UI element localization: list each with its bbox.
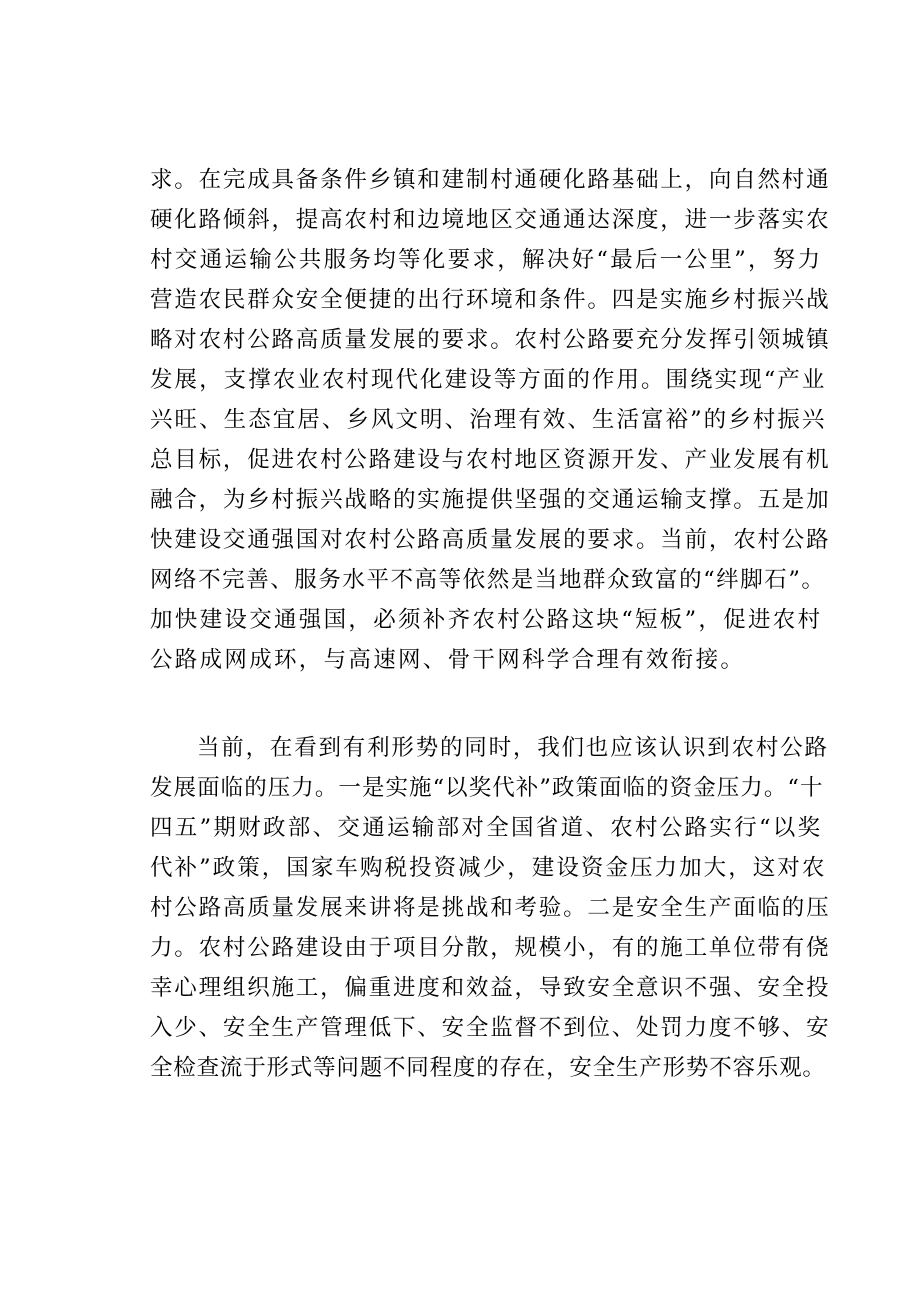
text-line: 硬化路倾斜，提高农村和边境地区交通通达深度，进一步落实农 [150, 207, 831, 233]
text-line: 村公路高质量发展来讲将是挑战和考验。二是安全生产面临的压 [150, 895, 831, 921]
text-line: 幸心理组织施工，偏重进度和效益，导致安全意识不强、安全投 [150, 975, 831, 1001]
text-line: 求。在完成具备条件乡镇和建制村通硬化路基础上，向自然村通 [150, 167, 831, 193]
text-line: 代补”政策，国家车购税投资减少，建设资金压力加大，这对农 [150, 855, 827, 881]
text-line: 力。农村公路建设由于项目分散，规模小，有的施工单位带有侥 [150, 935, 831, 961]
text-line: 营造农民群众安全便捷的出行环境和条件。四是实施乡村振兴战 [150, 287, 831, 313]
text-line-first: 当前，在看到有利形势的同时，我们也应该认识到农村公路 [197, 735, 829, 761]
text-line: 发展面临的压力。一是实施“以奖代补”政策面临的资金压力。“十 [150, 775, 824, 801]
paragraph-continuation [150, 160, 830, 680]
text-line: 四五”期财政部、交通运输部对全国省道、农村公路实行“以奖 [150, 815, 823, 841]
paragraph-pressures [150, 728, 830, 1088]
text-line: 全检查流于形式等问题不同程度的存在，安全生产形势不容乐观。 [150, 1055, 826, 1081]
text-line: 网络不完善、服务水平不高等依然是当地群众致富的“绊脚石”。 [150, 567, 826, 593]
text-line: 入少、安全生产管理低下、安全监督不到位、处罚力度不够、安 [150, 1015, 831, 1041]
text-line: 公路成网成环，与高速网、骨干网科学合理有效衔接。 [150, 647, 746, 673]
text-line: 略对农村公路高质量发展的要求。农村公路要充分发挥引领城镇 [150, 327, 831, 353]
text-line: 发展，支撑农业农村现代化建设等方面的作用。围绕实现“产业 [150, 367, 827, 393]
text-line: 快建设交通强国对农村公路高质量发展的要求。当前，农村公路 [150, 527, 831, 553]
text-line: 加快建设交通强国，必须补齐农村公路这块“短板”，促进农村 [150, 607, 823, 633]
text-line: 总目标，促进农村公路建设与农村地区资源开发、产业发展有机 [150, 447, 831, 473]
text-line: 兴旺、生态宜居、乡风文明、治理有效、生活富裕”的乡村振兴 [150, 407, 827, 433]
text-line: 村交通运输公共服务均等化要求，解决好“最后一公里”，努力 [150, 247, 823, 273]
text-line: 融合，为乡村振兴战略的实施提供坚强的交通运输支撑。五是加 [150, 487, 831, 513]
